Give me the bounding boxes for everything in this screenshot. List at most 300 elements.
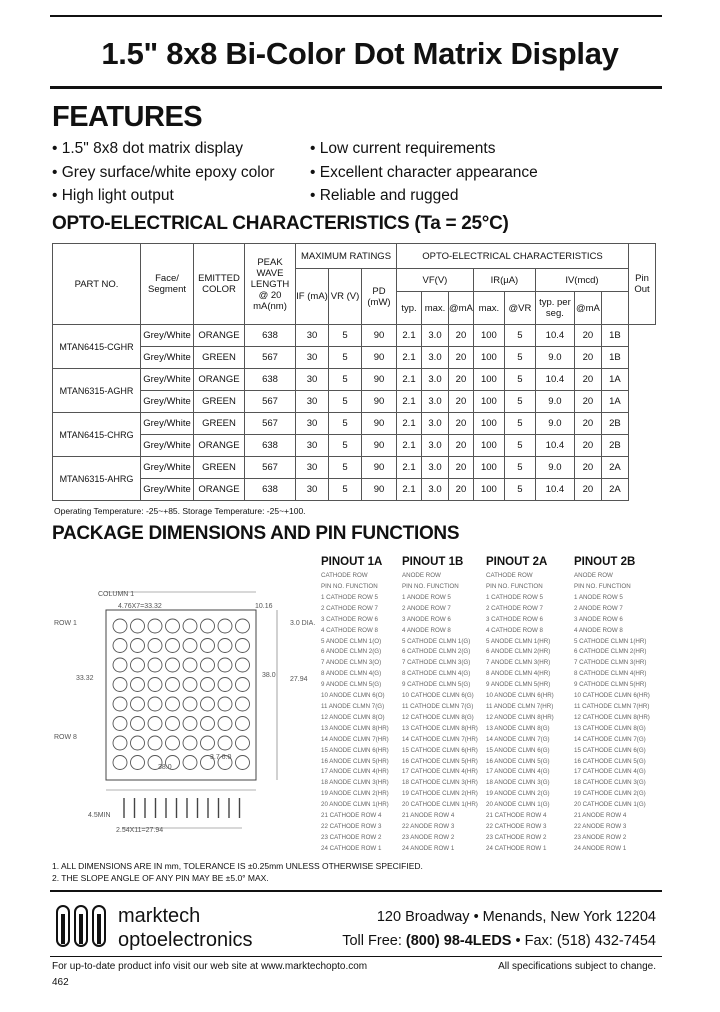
pin-function-line: 19 CATHODE CLMN 2(HR) xyxy=(402,790,478,798)
pinout-2a-title: PINOUT 2A xyxy=(486,556,548,568)
table-cell: 30 xyxy=(296,325,329,347)
table-cell: 90 xyxy=(362,479,397,501)
hdr-at-ma: @mA xyxy=(449,292,474,325)
hdr-pin: Pin Out xyxy=(629,244,656,325)
table-cell: Grey/White xyxy=(141,435,194,457)
footer-rule xyxy=(50,890,662,892)
table-cell: 9.0 xyxy=(535,457,574,479)
table-cell: 20 xyxy=(574,391,601,413)
led-dot xyxy=(218,717,232,731)
pin-function-line: 18 CATHODE CLMN 3(G) xyxy=(574,779,646,787)
pin-function-line: 21 ANODE ROW 4 xyxy=(402,812,455,820)
table-cell: Grey/White xyxy=(141,325,194,347)
table-cell: 567 xyxy=(245,391,296,413)
table-cell: 1B xyxy=(601,325,628,347)
pin-function-line: 24 ANODE ROW 1 xyxy=(402,844,455,852)
led-dot xyxy=(148,736,162,750)
led-dot xyxy=(218,736,232,750)
table-row xyxy=(53,325,656,347)
pin-function-line: 7 ANODE CLMN 3(O) xyxy=(321,659,382,667)
pin-function-line: 3 CATHODE ROW 6 xyxy=(321,615,378,623)
table-cell: 3.0 xyxy=(422,479,449,501)
table-cell: 20 xyxy=(574,413,601,435)
pin-function-line: 22 ANODE ROW 3 xyxy=(402,822,455,830)
led-dot xyxy=(113,756,127,770)
pin-function-line: 22 CATHODE ROW 3 xyxy=(321,822,382,830)
dim-row8: ROW 8 xyxy=(54,734,77,741)
temperature-note: Operating Temperature: -25~+85. Storage Temperature: -25~+100. xyxy=(54,506,306,516)
pin-function-line: 1 ANODE ROW 5 xyxy=(402,593,451,601)
led-dot xyxy=(236,756,250,770)
page-title: 1.5" 8x8 Bi-Color Dot Matrix Display xyxy=(101,36,619,71)
table-cell: 1B xyxy=(601,347,628,369)
pin-function-line: 12 ANODE CLMN 8(O) xyxy=(321,713,385,721)
table-cell: 5 xyxy=(329,413,362,435)
table-row xyxy=(53,413,656,435)
dim-column1: COLUMN 1 xyxy=(98,591,135,598)
table-cell: 30 xyxy=(296,369,329,391)
table-cell: 9.0 xyxy=(535,347,574,369)
pin-row xyxy=(124,798,240,818)
led-dot xyxy=(131,658,145,672)
table-cell: 2.1 xyxy=(397,413,422,435)
pin-function-line: 23 ANODE ROW 2 xyxy=(574,833,627,841)
led-dot xyxy=(236,619,250,633)
brand-marktech: marktech xyxy=(118,905,201,927)
fax: • Fax: (518) 432-7454 xyxy=(511,933,656,949)
part-number: MTAN6315-AGHR xyxy=(53,369,141,413)
table-cell: 2B xyxy=(601,413,628,435)
pin-function-line: 3 ANODE ROW 6 xyxy=(574,615,623,623)
table-row xyxy=(53,369,656,391)
pin-function-line: 5 CATHODE CLMN 1(G) xyxy=(402,637,471,645)
table-cell: 2.1 xyxy=(397,347,422,369)
pinout-1a-title: PINOUT 1A xyxy=(321,556,383,568)
pin-function-line: 24 CATHODE ROW 1 xyxy=(321,844,382,852)
led-dot xyxy=(166,658,180,672)
table-cell: 2A xyxy=(601,457,628,479)
led-dot xyxy=(131,678,145,692)
pin-function-line: 4 CATHODE ROW 8 xyxy=(486,626,543,634)
pin-function-line: 11 ANODE CLMN 7(HR) xyxy=(486,702,554,710)
led-dot xyxy=(131,697,145,711)
table-cell: 100 xyxy=(473,347,504,369)
pin-function-line: 4 CATHODE ROW 8 xyxy=(321,626,378,634)
dot-grid xyxy=(113,619,250,770)
led-dot xyxy=(183,736,197,750)
pin-function-line: 17 ANODE CLMN 4(G) xyxy=(486,768,550,776)
pin-function-line: 9 ANODE CLMN 5(HR) xyxy=(486,681,551,689)
led-dot xyxy=(113,639,127,653)
pin-function-line: 21 CATHODE ROW 4 xyxy=(486,812,547,820)
table-cell: 100 xyxy=(473,391,504,413)
table-cell: GREEN xyxy=(194,391,245,413)
led-dot xyxy=(166,619,180,633)
pin-function-line: 6 CATHODE CLMN 2(G) xyxy=(402,648,471,656)
pin-function-line: 21 CATHODE ROW 4 xyxy=(321,812,382,820)
pinout-1a-common: CATHODE ROW xyxy=(321,572,368,579)
pin-function-line: 12 ANODE CLMN 8(HR) xyxy=(486,713,554,721)
marktech-logo-icon xyxy=(55,900,111,948)
hdr-iv: IV(mcd) xyxy=(535,269,628,292)
hdr-max: MAXIMUM RATINGS xyxy=(296,244,397,269)
table-cell: 20 xyxy=(449,325,474,347)
hdr-ir: IR(µA) xyxy=(473,269,535,292)
table-cell: 20 xyxy=(449,457,474,479)
title-rule xyxy=(50,86,662,89)
web-note: For up-to-date product info visit our web site at www.marktechopto.com xyxy=(52,961,368,972)
led-dot xyxy=(113,619,127,633)
pin-function-line: 14 ANODE CLMN 7(G) xyxy=(486,735,550,743)
led-dot xyxy=(131,756,145,770)
pin-function-line: 13 CATHODE CLMN 8(G) xyxy=(574,724,646,732)
package-outline xyxy=(106,610,256,780)
table-cell: 5 xyxy=(504,325,535,347)
dim-lead: 4.5MIN xyxy=(88,812,111,819)
table-cell: 5 xyxy=(329,369,362,391)
table-row xyxy=(53,457,656,479)
disclaimer: All specifications subject to change. xyxy=(498,961,656,972)
led-dot xyxy=(113,736,127,750)
table-cell: 2.1 xyxy=(397,391,422,413)
pin-function-line: 6 ANODE CLMN 2(G) xyxy=(321,648,382,656)
table-cell: 20 xyxy=(449,347,474,369)
pin-function-line: 10 ANODE CLMN 6(O) xyxy=(321,692,385,700)
table-cell: 2.1 xyxy=(397,369,422,391)
pin-function-line: 4 ANODE ROW 8 xyxy=(574,626,623,634)
table-cell: ORANGE xyxy=(194,435,245,457)
pinout-1a-list xyxy=(321,582,389,855)
table-cell: 567 xyxy=(245,347,296,369)
pin-function-line: 8 CATHODE CLMN 4(HR) xyxy=(574,670,647,678)
table-cell: 90 xyxy=(362,325,397,347)
led-dot xyxy=(166,678,180,692)
led-dot xyxy=(131,717,145,731)
table-cell: 100 xyxy=(473,457,504,479)
led-dot xyxy=(236,697,250,711)
table-cell: 5 xyxy=(504,457,535,479)
pin-function-line: 16 CATHODE CLMN 5(G) xyxy=(574,757,646,765)
table-row xyxy=(53,435,656,457)
led-dot xyxy=(218,697,232,711)
pin-function-line: 13 CATHODE CLMN 8(HR) xyxy=(402,724,478,732)
pin-function-line: 16 ANODE CLMN 5(G) xyxy=(486,757,550,765)
opto-table xyxy=(52,243,656,501)
pin-function-line: 15 ANODE CLMN 6(G) xyxy=(486,746,550,754)
table-cell: 638 xyxy=(245,479,296,501)
pin-function-line: 19 ANODE CLMN 2(HR) xyxy=(321,790,389,798)
pinout-2b-list xyxy=(574,582,650,855)
led-dot xyxy=(148,658,162,672)
note-2: 2. THE SLOPE ANGLE OF ANY PIN MAY BE ±5.0° MAX. xyxy=(52,873,269,883)
features-heading: FEATURES xyxy=(52,101,203,133)
pin-function-line: 17 CATHODE CLMN 4(HR) xyxy=(402,768,478,776)
table-cell: 90 xyxy=(362,391,397,413)
pin-function-line: 20 CATHODE CLMN 1(G) xyxy=(574,801,646,809)
feature-item: • High light output xyxy=(52,184,275,208)
table-cell: 20 xyxy=(574,369,601,391)
led-dot xyxy=(166,639,180,653)
led-dot xyxy=(113,658,127,672)
pin-function-line: 12 CATHODE CLMN 8(HR) xyxy=(574,713,650,721)
table-cell: 3.0 xyxy=(422,413,449,435)
address: 120 Broadway • Menands, New York 12204 xyxy=(376,909,656,925)
table-cell: 2A xyxy=(601,479,628,501)
table-cell: 30 xyxy=(296,435,329,457)
table-cell: 638 xyxy=(245,435,296,457)
feature-item: • Reliable and rugged xyxy=(310,184,538,208)
pin-function-line: 5 CATHODE CLMN 1(HR) xyxy=(574,637,647,645)
led-dot xyxy=(201,678,215,692)
led-dot xyxy=(148,639,162,653)
dim-d1: 10.16 xyxy=(255,603,273,610)
led-dot xyxy=(113,678,127,692)
pin-function-line: 23 ANODE ROW 2 xyxy=(402,833,455,841)
hdr-at-ma2: @mA xyxy=(574,292,601,325)
table-cell: Grey/White xyxy=(141,457,194,479)
led-dot xyxy=(166,736,180,750)
table-cell: Grey/White xyxy=(141,479,194,501)
led-dot xyxy=(218,619,232,633)
pin-function-line: 13 ANODE CLMN 8(HR) xyxy=(321,724,389,732)
pin-function-line: 23 CATHODE ROW 2 xyxy=(321,833,382,841)
table-cell: 5 xyxy=(329,347,362,369)
pinout-1b-list xyxy=(402,582,478,855)
table-cell: 5 xyxy=(329,435,362,457)
dim-dia: 3.0 DIA. xyxy=(290,620,316,627)
dim-w1: 38.0 xyxy=(158,764,172,771)
dim-pinlen: 3.7 6.0 xyxy=(210,754,232,761)
table-cell: 30 xyxy=(296,413,329,435)
feature-item: • Grey surface/white epoxy color xyxy=(52,161,275,185)
pinout-1b-title: PINOUT 1B xyxy=(402,556,464,568)
hdr-peak: PEAK WAVE LENGTH @ 20 mA(nm) xyxy=(245,244,296,325)
table-cell: 10.4 xyxy=(535,369,574,391)
pin-function-line: 7 CATHODE CLMN 3(G) xyxy=(402,659,471,667)
hdr-if: IF (mA) xyxy=(296,269,329,325)
led-dot xyxy=(183,658,197,672)
table-cell: Grey/White xyxy=(141,347,194,369)
table-cell: 10.4 xyxy=(535,435,574,457)
pin-function-line: PIN NO. FUNCTION xyxy=(402,583,459,590)
table-cell: 5 xyxy=(504,413,535,435)
pin-function-line: 2 ANODE ROW 7 xyxy=(574,604,623,612)
table-cell: 5 xyxy=(504,435,535,457)
part-number: MTAN6415-CHRG xyxy=(53,413,141,457)
table-cell: GREEN xyxy=(194,347,245,369)
opto-heading: OPTO-ELECTRICAL CHARACTERISTICS (Ta = 25°C) xyxy=(52,213,509,234)
table-cell: 100 xyxy=(473,325,504,347)
hdr-maxs: max. xyxy=(422,292,449,325)
table-cell: 100 xyxy=(473,413,504,435)
led-dot xyxy=(148,619,162,633)
pin-function-line: 5 ANODE CLMN 1(HR) xyxy=(486,637,551,645)
led-dot xyxy=(201,736,215,750)
table-cell: 5 xyxy=(504,391,535,413)
pin-function-line: 9 CATHODE CLMN 5(HR) xyxy=(574,681,647,689)
table-row xyxy=(53,479,656,501)
table-cell: 638 xyxy=(245,369,296,391)
brand-optoelectronics: optoelectronics xyxy=(118,929,253,951)
pin-function-line: 2 ANODE ROW 7 xyxy=(402,604,451,612)
table-cell: 2.1 xyxy=(397,325,422,347)
table-cell: 90 xyxy=(362,413,397,435)
led-dot xyxy=(201,639,215,653)
pin-function-line: 22 CATHODE ROW 3 xyxy=(486,822,547,830)
led-dot xyxy=(218,639,232,653)
pin-function-line: 6 ANODE CLMN 2(HR) xyxy=(486,648,551,656)
table-cell: 9.0 xyxy=(535,391,574,413)
led-dot xyxy=(131,639,145,653)
table-cell: 1A xyxy=(601,369,628,391)
toll-number: (800) 98-4LEDS xyxy=(405,933,512,949)
hdr-typ: typ. xyxy=(397,292,422,325)
dim-h3: 27.94 xyxy=(290,676,308,683)
pin-function-line: 14 CATHODE CLMN 7(HR) xyxy=(402,735,478,743)
pin-function-line: 7 ANODE CLMN 3(HR) xyxy=(486,659,551,667)
features-left xyxy=(52,137,275,208)
hdr-part: PART NO. xyxy=(53,244,141,325)
dim-pitch: 4.76X7=33.32 xyxy=(118,603,162,610)
table-cell: GREEN xyxy=(194,413,245,435)
led-dot xyxy=(236,658,250,672)
table-cell: 2.1 xyxy=(397,457,422,479)
led-dot xyxy=(166,717,180,731)
table-cell: 30 xyxy=(296,457,329,479)
pin-function-line: 18 CATHODE CLMN 3(HR) xyxy=(402,779,478,787)
led-dot xyxy=(201,658,215,672)
table-cell: 90 xyxy=(362,347,397,369)
pin-function-line: 20 ANODE CLMN 1(HR) xyxy=(321,801,389,809)
led-dot xyxy=(236,717,250,731)
table-cell: 20 xyxy=(574,457,601,479)
pin-function-line: 14 CATHODE CLMN 7(G) xyxy=(574,735,646,743)
table-row xyxy=(53,347,656,369)
led-dot xyxy=(148,697,162,711)
pin-function-line: 18 ANODE CLMN 3(HR) xyxy=(321,779,389,787)
pin-function-line: 18 ANODE CLMN 3(G) xyxy=(486,779,550,787)
table-cell: 3.0 xyxy=(422,457,449,479)
table-cell: 20 xyxy=(574,347,601,369)
pin-function-line: 5 ANODE CLMN 1(O) xyxy=(321,637,382,645)
led-dot xyxy=(148,678,162,692)
table-cell: 638 xyxy=(245,325,296,347)
package-heading: PACKAGE DIMENSIONS AND PIN FUNCTIONS xyxy=(52,523,460,544)
page-number: 462 xyxy=(52,977,69,988)
pin-function-line: PIN NO. FUNCTION xyxy=(321,583,378,590)
table-cell: 30 xyxy=(296,479,329,501)
pin-function-line: 22 ANODE ROW 3 xyxy=(574,822,627,830)
table-cell: 90 xyxy=(362,457,397,479)
pinout-2a-common: CATHODE ROW xyxy=(486,572,533,579)
table-cell: 2B xyxy=(601,435,628,457)
pin-function-line: 1 CATHODE ROW 5 xyxy=(321,593,378,601)
table-cell: 5 xyxy=(504,479,535,501)
pin-function-line: 1 ANODE ROW 5 xyxy=(574,593,623,601)
hdr-vr: VR (V) xyxy=(329,269,362,325)
table-cell: 20 xyxy=(574,325,601,347)
table-cell: GREEN xyxy=(194,457,245,479)
pin-function-line: 11 ANODE CLMN 7(G) xyxy=(321,702,385,710)
bottom-rule xyxy=(50,956,662,957)
hdr-at-vr: @VR xyxy=(504,292,535,325)
led-dot xyxy=(183,619,197,633)
feature-item: • 1.5" 8x8 dot matrix display xyxy=(52,137,275,161)
pin-function-line: PIN NO. FUNCTION xyxy=(486,583,543,590)
pin-function-line: 19 CATHODE CLMN 2(G) xyxy=(574,790,646,798)
part-number: MTAN6415-CGHR xyxy=(53,325,141,369)
pin-function-line: 15 ANODE CLMN 6(HR) xyxy=(321,746,389,754)
table-cell: 5 xyxy=(329,457,362,479)
led-dot xyxy=(148,717,162,731)
hdr-face: Face/ Segment xyxy=(141,244,194,325)
pin-function-line: 16 CATHODE CLMN 5(HR) xyxy=(402,757,478,765)
table-cell: 20 xyxy=(449,413,474,435)
led-dot xyxy=(166,697,180,711)
led-dot xyxy=(218,658,232,672)
table-cell: Grey/White xyxy=(141,391,194,413)
pin-function-line: 2 CATHODE ROW 7 xyxy=(486,604,543,612)
table-cell: 2.1 xyxy=(397,479,422,501)
table-cell: 90 xyxy=(362,435,397,457)
pin-function-line: 4 ANODE ROW 8 xyxy=(402,626,451,634)
pin-function-line: 10 CATHODE CLMN 6(G) xyxy=(402,692,474,700)
table-cell: 567 xyxy=(245,457,296,479)
pin-function-line: 9 ANODE CLMN 5(G) xyxy=(321,681,382,689)
pin-function-line: 10 ANODE CLMN 6(HR) xyxy=(486,692,554,700)
table-cell: 20 xyxy=(574,435,601,457)
table-cell: 100 xyxy=(473,479,504,501)
table-cell: 3.0 xyxy=(422,435,449,457)
pin-function-line: 3 CATHODE ROW 6 xyxy=(486,615,543,623)
table-cell: 20 xyxy=(449,391,474,413)
dim-h2: 38.0 xyxy=(262,672,276,679)
pin-function-line: 20 CATHODE CLMN 1(HR) xyxy=(402,801,478,809)
table-cell: 20 xyxy=(449,369,474,391)
table-cell: 1A xyxy=(601,391,628,413)
top-rule xyxy=(50,15,662,17)
hdr-typ-seg: typ. per seg. xyxy=(535,292,574,325)
pin-function-line: 23 CATHODE ROW 2 xyxy=(486,833,547,841)
table-cell: 5 xyxy=(329,325,362,347)
pin-function-line: 8 ANODE CLMN 4(G) xyxy=(321,670,382,678)
table-cell: 100 xyxy=(473,435,504,457)
hdr-color: EMITTED COLOR xyxy=(194,244,245,325)
pin-function-line: PIN NO. FUNCTION xyxy=(574,583,631,590)
table-cell: ORANGE xyxy=(194,325,245,347)
hdr-max-ir: max. xyxy=(473,292,504,325)
pin-function-line: 20 ANODE CLMN 1(G) xyxy=(486,801,550,809)
led-dot xyxy=(236,639,250,653)
table-cell: 9.0 xyxy=(535,413,574,435)
table-cell: 5 xyxy=(329,391,362,413)
pin-function-line: 12 CATHODE CLMN 8(G) xyxy=(402,713,474,721)
table-cell: 20 xyxy=(449,435,474,457)
led-dot xyxy=(183,678,197,692)
pin-function-line: 6 CATHODE CLMN 2(HR) xyxy=(574,648,647,656)
table-cell: 3.0 xyxy=(422,347,449,369)
pin-function-line: 3 ANODE ROW 6 xyxy=(402,615,451,623)
hdr-vf: VF(V) xyxy=(397,269,474,292)
dim-pinpitch: 2.54X11=27.94 xyxy=(116,827,164,834)
table-cell: Grey/White xyxy=(141,413,194,435)
pin-function-line: 16 ANODE CLMN 5(HR) xyxy=(321,757,389,765)
led-dot xyxy=(131,619,145,633)
table-cell: 30 xyxy=(296,391,329,413)
pinout-2b-common: ANODE ROW xyxy=(574,572,613,579)
led-dot xyxy=(183,756,197,770)
led-dot xyxy=(201,717,215,731)
